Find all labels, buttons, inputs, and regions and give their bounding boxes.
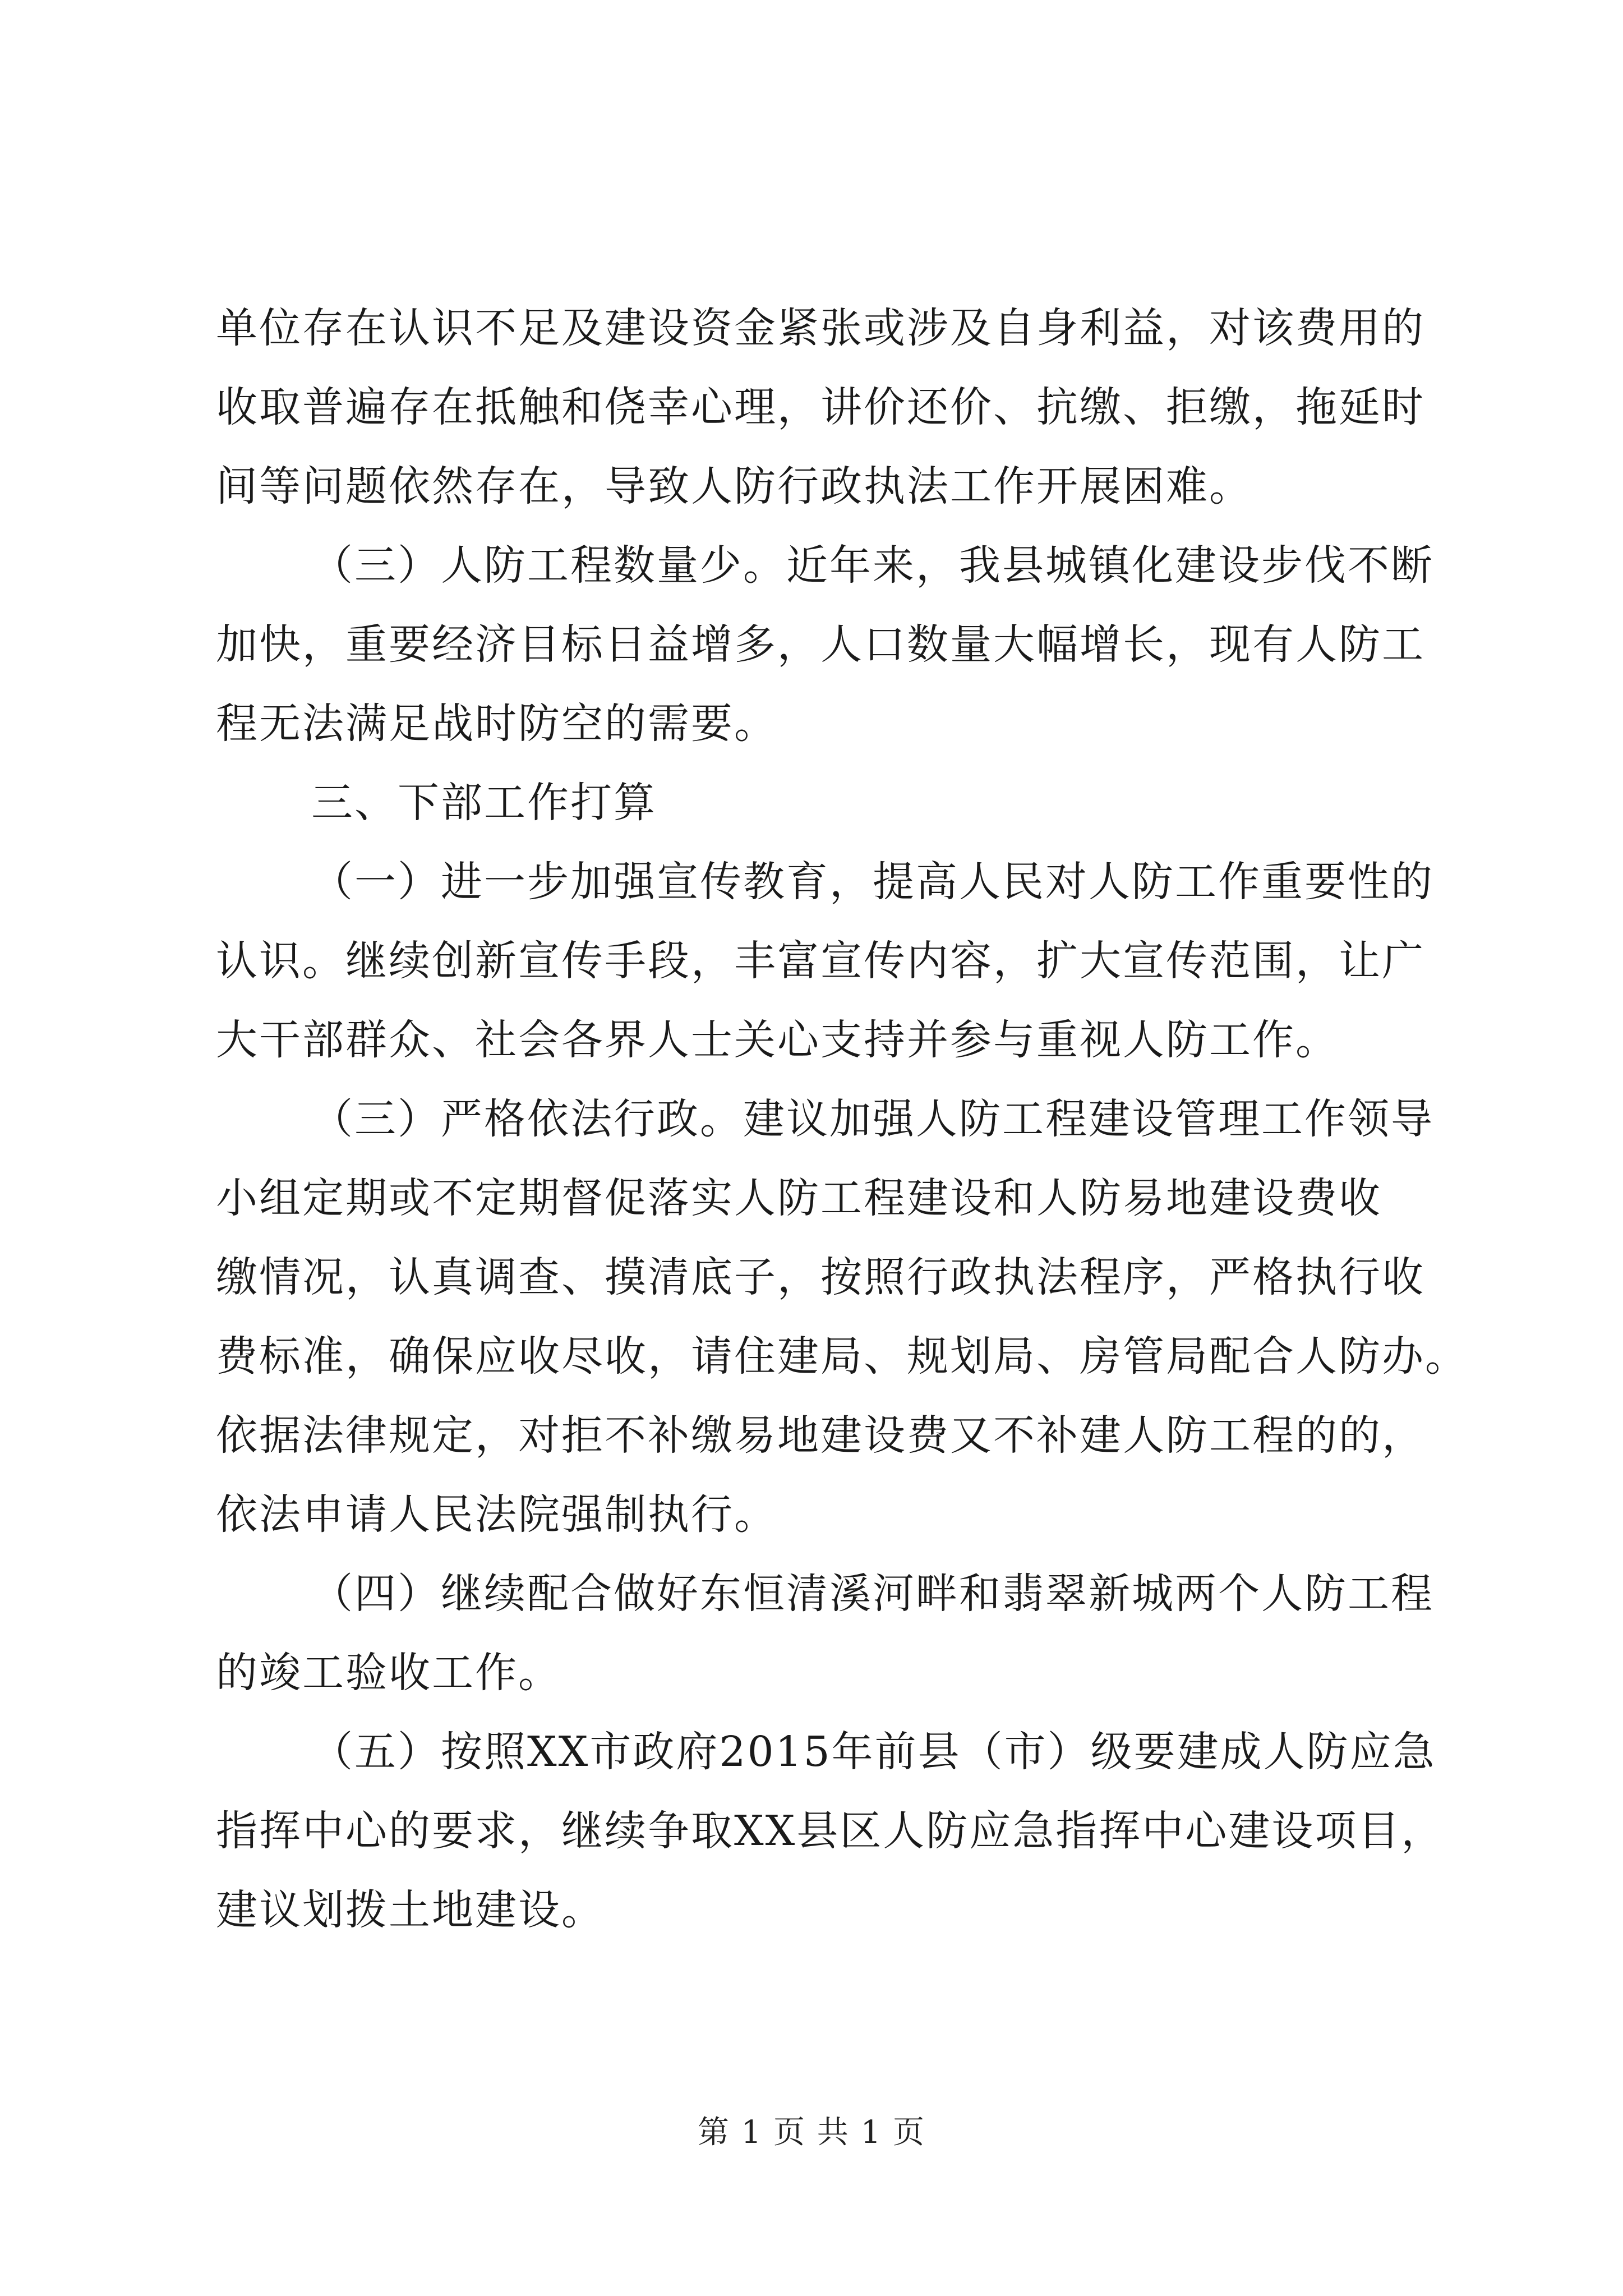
text-line: 建议划拨土地建设。: [216, 1886, 605, 1934]
text-line: 认识。继续创新宣传手段，丰富宣传内容，扩大宣传范围，让广: [216, 937, 1425, 985]
paragraph-heading-line: （三）严格依法行政。建议加强人防工程建设管理工作领导: [311, 1095, 1434, 1143]
page-footer: [0, 2110, 1623, 2155]
text-line: 收取普遍存在抵触和侥幸心理，讲价还价、抗缴、拒缴，拖延时: [216, 383, 1425, 431]
text-line: 间等问题依然存在，导致人防行政执法工作开展困难。: [216, 462, 1252, 510]
text-line: 依据法律规定，对拒不补缴易地建设费又不补建人防工程的的，: [216, 1411, 1425, 1460]
paragraph-heading-line: （五）按照XX市政府2015年前县（市）级要建成人防应急: [311, 1728, 1436, 1776]
text-line: 程无法满足战时防空的需要。: [216, 700, 777, 748]
page-number: 第 1 页 共 1 页: [697, 2114, 926, 2151]
paragraph-heading-line: （三）人防工程数量少。近年来，我县城镇化建设步伐不断: [311, 541, 1434, 590]
section-heading: 三、下部工作打算: [311, 779, 657, 827]
text-line: 小组定期或不定期督促落实人防工程建设和人防易地建设费收: [216, 1174, 1382, 1222]
text-line: 单位存在认识不足及建设资金紧张或涉及自身利益，对该费用的: [216, 304, 1425, 352]
text-line: 依法申请人民法院强制执行。: [216, 1490, 777, 1539]
text-line: 缴情况，认真调查、摸清底子，按照行政执法程序，严格执行收: [216, 1253, 1425, 1301]
paragraph-heading-line: （四）继续配合做好东恒清溪河畔和翡翠新城两个人防工程: [311, 1570, 1434, 1618]
text-line: 指挥中心的要求，继续争取XX县区人防应急指挥中心建设项目，: [216, 1807, 1445, 1855]
text-line: 的竣工验收工作。: [216, 1649, 561, 1697]
text-line: 大干部群众、社会各界人士关心支持并参与重视人防工作。: [216, 1016, 1339, 1064]
document-body: [216, 289, 1468, 1950]
text-line: 加快，重要经济目标日益增多，人口数量大幅增长，现有人防工: [216, 620, 1425, 669]
text-line: 费标准，确保应收尽收，请住建局、规划局、房管局配合人防办。: [216, 1332, 1468, 1381]
paragraph-heading-line: （一）进一步加强宣传教育，提高人民对人防工作重要性的: [311, 858, 1434, 906]
